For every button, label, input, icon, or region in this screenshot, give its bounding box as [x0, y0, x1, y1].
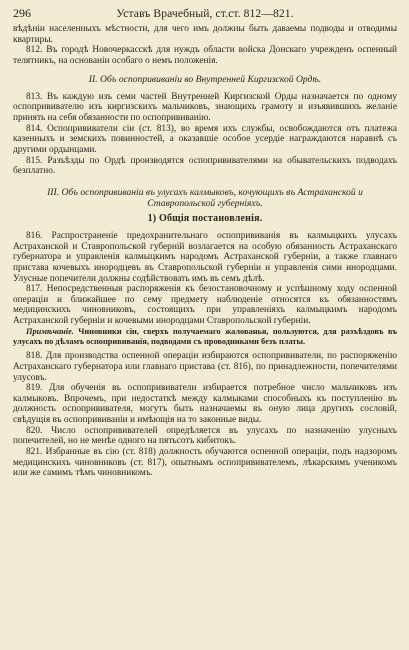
article-818: 818. Для производства оспенной операціи избираются оспопрививатели, по распоряженію Астраханскаго губернатора или главнаго пристава (ст. 816), по принадлежности, попечителями улусовъ. [13, 351, 397, 383]
article-820: 820. Число оспопрививателей опредѣляется въ улусахъ по назначенію улусныхъ попечителей, но не менѣе одного на пятьсотъ кибитокъ. [13, 425, 397, 447]
article-819: 819. Для обученія въ оспопрививатели избирается потребное число мальчиковъ изъ калмыковъ. Впрочемъ, при недостаткѣ между калмыками способныхъ къ поступленію въ должность оспопрививателя, могутъ быть назначаемы въ оную лица другихъ сословій, свѣдущія въ оспопрививаніи и имѣющія на то законные виды. [13, 383, 397, 426]
section-heading-3: III. Объ оспопрививаніи въ улусахъ калмыковъ, кочующихъ въ Астраханской и Ставропольской губерніяхъ. [47, 186, 363, 209]
running-title: Уставъ Врачебный, ст.ст. 812—821. [116, 7, 294, 20]
article-816: 816. Распространеніе предохранительнаго оспопрививанія въ калмыцкихъ улусахъ Астраханской и Ставропольской губерній возлагается на особую обязанность Астраханскаго губернатора и управленія калмыцкимъ народомъ Астраханской губерніи, а также главнаго пристава кочевыхъ инородцевъ въ Ставропольской губерніи и управленія сими инородцами. Улусные попечители должны содѣйствовать имъ въ семъ дѣлѣ. [13, 230, 397, 284]
article-821: 821. Избранные въ сію (ст. 818) должность обучаются оспенной операціи, подъ надзоромъ медицинскихъ чиновниковъ (ст. 817), опытнымъ оспопрививателемъ, лѣкарскимъ ученикомъ или же самимъ тѣмъ чиновникомъ. [13, 447, 397, 479]
subsection-heading-1: 1) Общія постановленія. [147, 212, 263, 224]
article-815: 815. Разъѣзды по Ордѣ производятся оспопрививателями на обывательскихъ подводахъ безплатно. [13, 155, 397, 177]
page-body [13, 24, 397, 479]
note-label: Примѣчаніе. [26, 326, 74, 336]
article-817: 817. Непосредственныя распоряженія къ безостановочному и успѣшному ходу оспенной операціи и ближайшее по сему предмету наблюденіе относятся къ обязанностямъ медицинскихъ чиновниковъ, состоящихъ при управленіяхъ калмыцкимъ народомъ Астраханской губерніи и кочевыми инородцами Ставропольской губерніи. [13, 284, 397, 327]
page-number: 296 [13, 6, 31, 20]
note-body: Чиновники сіи, сверхъ получаемаго жалованья, пользуются, для разъѣздовъ въ улусахъ по дѣламъ оспопрививанія, подводами съ проводниками безъ платы. [13, 326, 397, 346]
note-817 [13, 327, 397, 347]
article-814: 814. Оспопрививатели сіи (ст. 813), во время ихъ службы, освобождаются отъ платежа казенныхъ и земскихъ повинностей, а оказавшіе особое усердіе награждаются наравнѣ съ другими ордынцами. [13, 123, 397, 155]
article-813: 813. Въ каждую изъ семи частей Внутренней Киргизской Орды назначается по одному оспопрививателю изъ киргизскихъ мальчиковъ, знающихъ грамоту и изъявившихъ желаніе принять на себя обязанности по оспопрививанію. [13, 91, 397, 123]
article-812: 812. Въ городѣ Новочеркасскѣ для нуждъ области войска Донскаго учрежденъ оспенный телятникъ, на основаніи особаго о немъ положенія. [13, 45, 397, 66]
section-heading-2: II. Объ оспопрививаніи во Внутренней Киргизской Ордѣ. [88, 73, 322, 85]
page-header [13, 6, 397, 21]
paragraph-continued: вѣдѣніи населенныхъ мѣстности, для чего имъ должны быть даваемы подводы и отводимы квартиры. [13, 24, 397, 45]
